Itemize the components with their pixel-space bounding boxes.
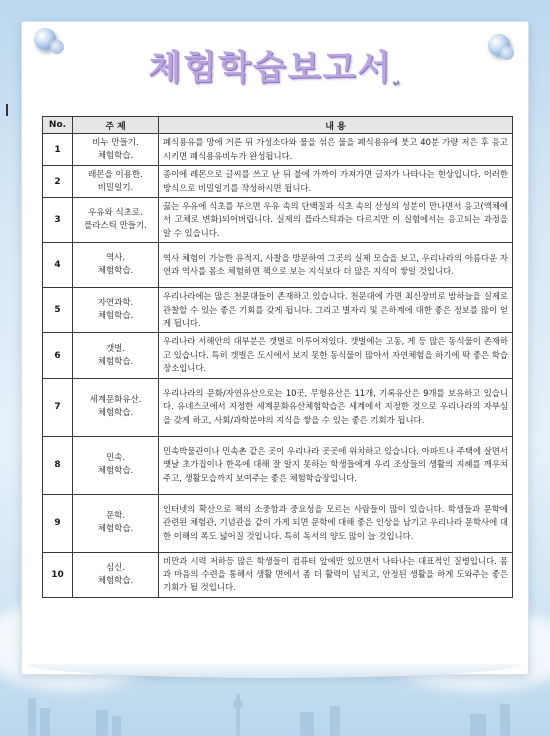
table-row xyxy=(43,333,513,378)
row-content: 폐식용유를 망에 거른 뒤 가성소다와 물을 섞은 물을 폐식용유에 붓고 40분 가량 저은 후 응고시키면 폐식용유비누가 완성됩니다. xyxy=(159,134,513,166)
row-subject xyxy=(73,494,159,552)
subject-line: 문학. xyxy=(105,511,126,522)
subject-line: 심신. xyxy=(105,562,126,573)
row-number: 6 xyxy=(43,333,73,378)
subject-line: 체험학습. xyxy=(97,266,134,277)
table-row xyxy=(43,494,513,552)
city-skyline xyxy=(0,690,550,736)
table-row xyxy=(43,243,513,288)
subject-line: 자연과학. xyxy=(97,298,134,309)
header-content: 내 용 xyxy=(159,117,513,134)
subject-line: 민속. xyxy=(105,453,126,464)
row-content: 우리나라에는 많은 천문대들이 존재하고 있습니다. 천문대에 가면 최신장비로 밤하늘을 실제로 관찰할 수 있는 좋은 기회를 갖게 됩니다. 그리고 별자리 및 은하계에 대한 좋은 정보를 많이 얻게 됩니다. xyxy=(159,288,513,333)
subject-line: 체험학습. xyxy=(97,150,134,161)
table-row xyxy=(43,288,513,333)
row-number: 3 xyxy=(43,198,73,243)
subject-line: 체험학습. xyxy=(97,575,134,586)
subject-line: 체험학습. xyxy=(97,408,134,419)
row-content: 우리나라 서해안의 대부분은 갯벌로 이루어져있다. 갯벌에는 고동, 게 등 많은 동식물이 존재하고 있습니다. 특히 갯벌은 도시에서 보지 못한 동식물이 많아서 자연체험을 하기에 딱 좋은 학습장소입니다. xyxy=(159,333,513,378)
subject-line: 우유와 식초로. xyxy=(88,208,143,219)
row-content: 역사 체험이 가능한 유적지, 사찰을 방문하여 그곳의 실제 모습을 보고, 우리나라의 아름다운 자연과 역사를 몸소 체험하면 책으로 보는 지식보다 더 많은 지식이 쌓일 것입니다. xyxy=(159,243,513,288)
subject-line: 갯벌. xyxy=(105,343,126,354)
row-subject xyxy=(73,198,159,243)
row-number: 10 xyxy=(43,552,73,597)
row-number: 4 xyxy=(43,243,73,288)
row-subject xyxy=(73,288,159,333)
row-number: 9 xyxy=(43,494,73,552)
subject-line: 비밀일기. xyxy=(97,182,134,193)
subject-line: 역사. xyxy=(105,253,126,264)
row-subject xyxy=(73,243,159,288)
row-number: 5 xyxy=(43,288,73,333)
subject-line: 체험학습. xyxy=(97,311,134,322)
row-subject xyxy=(73,134,159,166)
subject-line: 레몬을 이용한. xyxy=(88,169,143,180)
table-header-row xyxy=(43,117,513,134)
table-row xyxy=(43,166,513,198)
report-table xyxy=(42,116,513,598)
row-content: 민속박물관이나 민속촌 같은 곳이 우리나라 곳곳에 위치하고 있습니다. 아파트나 주택에 살면서 옛날 초가집이나 한옥에 대해 잘 알지 못하는 학생들에게 우리 조상들의 생활의 지혜를 깨우쳐 주고, 생활모습까지 보여주는 좋은 체험학습장입니다. xyxy=(159,436,513,494)
table-row xyxy=(43,198,513,243)
page-title: 체험학습보고서↵ xyxy=(148,48,402,89)
row-content: 우리나라의 문화/자연유산으로는 10곳, 무형유산은 11개, 기록유산은 9개를 보유하고 있습니다. 유네스코에서 지정한 세계문화유산체험학습은 세계에서 지정한 것으로 우리나라의 자부심을 갖게 하고, 사회/과학분야의 지식을 쌓을 수 있는 좋은 기회가 됩니다. xyxy=(159,378,513,436)
row-content: 비만과 시력 저하등 많은 학생들이 컴퓨터 앞에만 있으면서 나타나는 대표적인 질병입니다. 몸과 마음의 수련을 통해서 생활 면에서 좀 더 활력이 넘치고, 안정된 생활을 하게 도와주는 좋은 기회가 될 것입니다. xyxy=(159,552,513,597)
margin-mark xyxy=(6,104,8,116)
subject-line: 플라스틱 만들기. xyxy=(84,221,147,232)
subject-line: 체험학습. xyxy=(97,466,134,477)
row-subject xyxy=(73,333,159,378)
row-number: 2 xyxy=(43,166,73,198)
subject-line: 비누 만들기. xyxy=(92,137,139,148)
row-subject xyxy=(73,552,159,597)
row-content: 끓는 우유에 식초를 부으면 우유 속의 단백질과 식초 속의 산성의 성분이 만나면서 응고(액체에서 고체로 변화)되어버립니다. 실제의 플라스틱과는 다르지만 이 실험에서는 응고되는 과정을 알 수 있습니다. xyxy=(159,198,513,243)
table-row xyxy=(43,436,513,494)
row-subject xyxy=(73,166,159,198)
row-content: 종이에 레몬으로 글씨를 쓰고 난 뒤 불에 가까이 가져가면 글자가 나타나는 현상입니다. 이러한 방식으로 비밀일기를 작성하시면 됩니다. xyxy=(159,166,513,198)
table-row xyxy=(43,134,513,166)
row-number: 8 xyxy=(43,436,73,494)
row-subject xyxy=(73,378,159,436)
row-content: 인터넷의 확산으로 책의 소중함과 중요성을 모르는 사람들이 많이 있습니다. 학생들과 문학에 관련된 체험관, 기념관을 같이 가게 되면 문학에 대해 좋은 인상을 남기고 우리나라 문학사에 대한 이해의 폭도 넓어질 것입니다. 특히 독서의 양도 많이 늘 것입니다. xyxy=(159,494,513,552)
row-subject xyxy=(73,436,159,494)
subject-line: 체험학습. xyxy=(97,356,134,367)
row-number: 7 xyxy=(43,378,73,436)
header-no: No. xyxy=(43,117,73,134)
row-number: 1 xyxy=(43,134,73,166)
table-row xyxy=(43,552,513,597)
subject-line: 체험학습. xyxy=(97,524,134,535)
header-subject: 주 제 xyxy=(73,117,159,134)
table-row xyxy=(43,378,513,436)
subject-line: 세계문화유산. xyxy=(89,395,142,406)
